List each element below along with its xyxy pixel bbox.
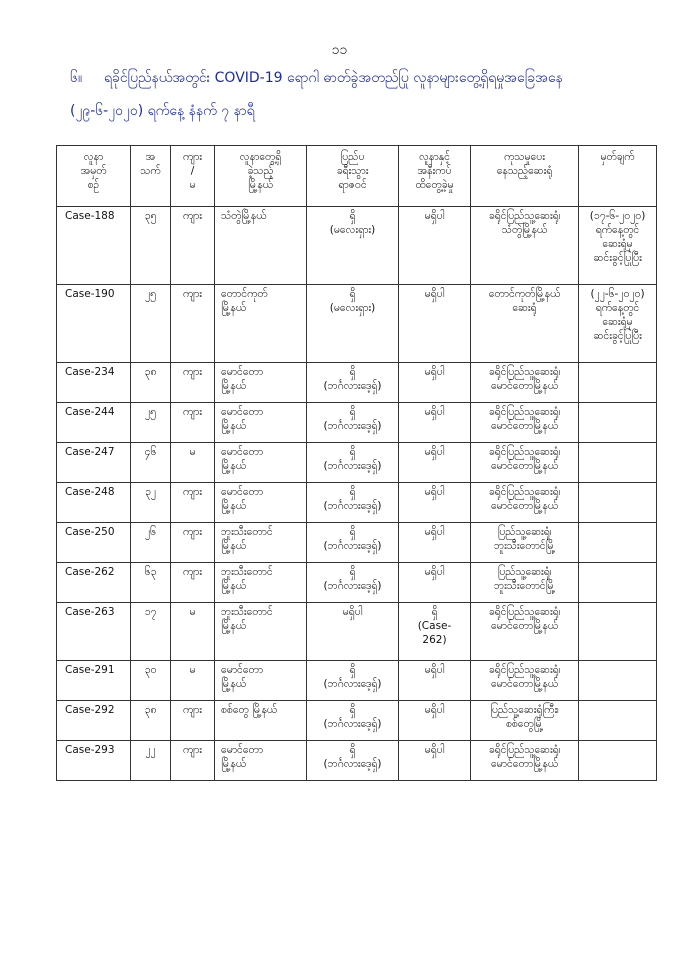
hospital-cell-text: ခရိုင်ပြည်သူ့ဆေးရုံ၊ မောင်တောမြို့နယ်	[488, 486, 561, 512]
age-cell	[131, 701, 171, 741]
contact-cell-text: မရှိပါ	[424, 566, 445, 578]
travel-history-cell	[307, 563, 399, 603]
hospital-cell	[471, 363, 579, 403]
township-cell-text: တောင်ကုတ် မြို့နယ်	[221, 288, 268, 314]
age-cell-text: ၂၅	[144, 406, 157, 418]
case-number-cell	[57, 563, 131, 603]
age-cell-text: ၄၆	[144, 446, 157, 458]
case-number-cell	[57, 661, 131, 701]
sex-cell	[171, 443, 215, 483]
age-cell	[131, 741, 171, 781]
case-number-cell	[57, 285, 131, 363]
sex-cell-text: ကျား	[183, 486, 202, 498]
hospital-cell-text: ခရိုင်ပြည်သူ့ဆေးရုံ၊ မောင်တောမြို့နယ်	[488, 664, 561, 690]
travel-history-cell-text: ရှိ (မလေးရှား)	[329, 210, 376, 236]
age-cell	[131, 523, 171, 563]
contact-cell-text: မရှိပါ	[424, 210, 445, 222]
age-cell-text: ၂၅	[144, 288, 157, 300]
heading-title: ရခိုင်ပြည်နယ်အတွင်း COVID-19 ရောဂါ ဓာတ်ခွဲအတည်ပြု လူနာများတွေ့ရှိရမှုအခြေအနေ	[104, 70, 563, 86]
township-cell	[215, 443, 307, 483]
remark-cell-text: (၁၇-၆-၂၀၂၀) ရက်နေ့တွင် ဆေးရုံမှ ဆင်းခွင့်ပြုပြီး	[589, 210, 646, 264]
contact-cell	[399, 523, 471, 563]
township-cell	[215, 285, 307, 363]
sex-cell-text: မ	[189, 664, 196, 676]
table-header-row	[57, 146, 657, 207]
header-label: လူနာ အမှတ် စဉ်	[80, 151, 107, 191]
contact-cell	[399, 403, 471, 443]
contact-cell-text: ရှိ (Case- 262)	[417, 606, 452, 646]
township-cell	[215, 741, 307, 781]
township-cell	[215, 207, 307, 285]
township-cell-text: မောင်တော မြို့နယ်	[221, 366, 264, 392]
travel-history-cell	[307, 661, 399, 701]
case-number-cell	[57, 603, 131, 661]
contact-cell-text: မရှိပါ	[424, 288, 445, 300]
contact-cell	[399, 701, 471, 741]
remark-cell	[579, 523, 657, 563]
case-number-cell	[57, 403, 131, 443]
sex-cell-text: မ	[189, 446, 196, 458]
remark-cell	[579, 285, 657, 363]
sex-cell-text: ကျား	[183, 210, 202, 222]
travel-history-cell-text: ရှိ (ဘင်္ဂလားဒေ့ရှ်)	[323, 664, 382, 690]
header-label: လူနာနှင့် အနီးကပ် ထိတွေ့ခဲ့မှု	[415, 151, 454, 191]
covid-cases-table	[56, 145, 657, 781]
table-row	[57, 443, 657, 483]
case-number-cell-text: Case-190	[65, 288, 115, 300]
remark-cell	[579, 563, 657, 603]
case-number-cell-text: Case-263	[65, 606, 115, 618]
remark-cell-text: (၂၂-၆-၂၀၂၀) ရက်နေ့တွင် ဆေးရုံမှ ဆင်းခွင့်ပြုပြီး	[590, 288, 645, 342]
remark-cell	[579, 207, 657, 285]
township-cell	[215, 403, 307, 443]
table-row	[57, 603, 657, 661]
hospital-cell	[471, 661, 579, 701]
contact-cell-text: မရှိပါ	[424, 486, 445, 498]
travel-history-cell	[307, 443, 399, 483]
sex-cell	[171, 741, 215, 781]
hospital-cell	[471, 443, 579, 483]
case-number-cell	[57, 483, 131, 523]
hospital-cell-text: ပြည်သူ့ဆေးရုံကြီး၊ စစ်တွေမြို့	[490, 704, 559, 730]
age-cell	[131, 285, 171, 363]
report-date-line: (၂၉-၆-၂၀၂၀) ရက်နေ့ နံနက် ၇ နာရီ	[70, 103, 255, 119]
remark-cell	[579, 443, 657, 483]
hospital-cell-text: ခရိုင်ပြည်သူ့ဆေးရုံ၊ မောင်တောမြို့နယ်	[488, 366, 561, 392]
age-cell-text: ၃၈	[144, 366, 157, 378]
case-number-cell	[57, 363, 131, 403]
travel-history-cell	[307, 403, 399, 443]
hospital-cell	[471, 523, 579, 563]
remark-cell	[579, 741, 657, 781]
case-number-cell	[57, 741, 131, 781]
case-number-cell-text: Case-234	[65, 366, 115, 378]
hospital-cell	[471, 603, 579, 661]
header-contact	[399, 146, 471, 207]
hospital-cell	[471, 207, 579, 285]
travel-history-cell	[307, 523, 399, 563]
travel-history-cell-text: မရှိပါ	[342, 606, 363, 618]
header-hospital	[471, 146, 579, 207]
remark-cell	[579, 363, 657, 403]
sex-cell	[171, 403, 215, 443]
sex-cell-text: ကျား	[183, 406, 202, 418]
travel-history-cell	[307, 483, 399, 523]
township-cell-text: ဘူးသီးတောင် မြို့နယ်	[221, 606, 273, 632]
hospital-cell	[471, 563, 579, 603]
age-cell	[131, 483, 171, 523]
case-number-cell-text: Case-262	[65, 566, 115, 578]
age-cell-text: ၃၅	[144, 210, 157, 222]
sex-cell-text: ကျား	[183, 744, 202, 756]
age-cell-text: ၂၆	[144, 526, 157, 538]
age-cell	[131, 363, 171, 403]
travel-history-cell-text: ရှိ (ဘင်္ဂလားဒေ့ရှ်)	[323, 704, 382, 730]
contact-cell	[399, 603, 471, 661]
township-cell	[215, 363, 307, 403]
contact-cell-text: မရှိပါ	[424, 664, 445, 676]
age-cell	[131, 207, 171, 285]
contact-cell-text: မရှိပါ	[424, 744, 445, 756]
hospital-cell	[471, 483, 579, 523]
report-heading	[70, 68, 660, 88]
contact-cell-text: မရှိပါ	[424, 526, 445, 538]
sex-cell	[171, 563, 215, 603]
table-row	[57, 207, 657, 285]
township-cell-text: မောင်တော မြို့နယ်	[221, 486, 264, 512]
table-row	[57, 661, 657, 701]
header-age	[131, 146, 171, 207]
header-label: မှတ်ချက်	[600, 151, 635, 163]
case-number-cell	[57, 701, 131, 741]
township-cell	[215, 603, 307, 661]
table-row	[57, 701, 657, 741]
travel-history-cell	[307, 701, 399, 741]
header-label: ကုသမှုပေး နေသည့်ဆေးရုံ	[496, 151, 553, 177]
remark-cell	[579, 603, 657, 661]
remark-cell	[579, 701, 657, 741]
travel-history-cell	[307, 363, 399, 403]
travel-history-cell-text: ရှိ (ဘင်္ဂလားဒေ့ရှ်)	[323, 526, 382, 552]
sex-cell-text: မ	[189, 606, 196, 618]
age-cell-text: ၃၈	[144, 704, 157, 716]
township-cell	[215, 523, 307, 563]
township-cell	[215, 563, 307, 603]
sex-cell	[171, 603, 215, 661]
table-row	[57, 403, 657, 443]
age-cell	[131, 661, 171, 701]
hospital-cell-text: ပြည်သူ့ဆေးရုံ၊ ဘူးသီးတောင်မြို့	[493, 566, 556, 592]
header-label: ကျား / မ	[183, 151, 202, 191]
sex-cell	[171, 523, 215, 563]
township-cell-text: စစ်တွေ မြို့နယ်	[221, 704, 278, 716]
hospital-cell	[471, 701, 579, 741]
hospital-cell-text: ခရိုင်ပြည်သူ့ဆေးရုံ၊ မောင်တောမြို့နယ်	[488, 606, 561, 632]
hospital-cell-text: ခရိုင်ပြည်သူ့ဆေးရုံ၊ မောင်တောမြို့နယ်	[488, 406, 561, 432]
age-cell-text: ၁၇	[144, 606, 157, 618]
travel-history-cell-text: ရှိ (ဘင်္ဂလားဒေ့ရှ်)	[323, 486, 382, 512]
contact-cell-text: မရှိပါ	[424, 366, 445, 378]
age-cell	[131, 603, 171, 661]
table-row	[57, 523, 657, 563]
hospital-cell-text: ပြည်သူ့ဆေးရုံ၊ ဘူးသီးတောင်မြို့	[493, 526, 556, 552]
contact-cell	[399, 483, 471, 523]
contact-cell	[399, 741, 471, 781]
township-cell-text: မောင်တော မြို့နယ်	[221, 744, 264, 770]
travel-history-cell-text: ရှိ (မလေးရှား)	[329, 288, 376, 314]
travel-history-cell-text: ရှိ (ဘင်္ဂလားဒေ့ရှ်)	[323, 366, 382, 392]
township-cell-text: ဘူးသီးတောင် မြို့နယ်	[221, 566, 273, 592]
contact-cell-text: မရှိပါ	[424, 704, 445, 716]
header-case-no	[57, 146, 131, 207]
travel-history-cell-text: ရှိ (ဘင်္ဂလားဒေ့ရှ်)	[323, 446, 382, 472]
age-cell	[131, 443, 171, 483]
hospital-cell-text: ခရိုင်ပြည်သူ့ဆေးရုံ၊ မောင်တောမြို့နယ်	[488, 446, 561, 472]
sex-cell-text: ကျား	[183, 526, 202, 538]
township-cell-text: ဘူးသီးတောင် မြို့နယ်	[221, 526, 273, 552]
header-sex	[171, 146, 215, 207]
remark-cell	[579, 403, 657, 443]
case-number-cell	[57, 443, 131, 483]
contact-cell	[399, 363, 471, 403]
contact-cell-text: မရှိပါ	[424, 446, 445, 458]
hospital-cell-text: ခရိုင်ပြည်သူ့ဆေးရုံ၊ သံတွဲမြို့နယ်	[488, 210, 561, 236]
travel-history-cell-text: ရှိ (ဘင်္ဂလားဒေ့ရှ်)	[323, 566, 382, 592]
age-cell-text: ၆၃	[144, 566, 157, 578]
sex-cell	[171, 661, 215, 701]
township-cell-text: မောင်တော မြို့နယ်	[221, 406, 264, 432]
page-number: ၁၁	[331, 42, 348, 58]
sex-cell	[171, 483, 215, 523]
travel-history-cell	[307, 207, 399, 285]
contact-cell	[399, 443, 471, 483]
table-row	[57, 285, 657, 363]
age-cell-text: ၂၂	[145, 744, 156, 756]
case-number-cell-text: Case-244	[65, 406, 115, 418]
remark-cell	[579, 483, 657, 523]
section-number: ၆။	[70, 70, 83, 86]
header-remark	[579, 146, 657, 207]
table-body	[57, 207, 657, 781]
contact-cell-text: မရှိပါ	[424, 406, 445, 418]
township-cell-text: မောင်တော မြို့နယ်	[221, 664, 264, 690]
age-cell-text: ၃၂	[144, 486, 157, 498]
township-cell	[215, 661, 307, 701]
hospital-cell-text: တောင်ကုတ်မြို့နယ် ဆေးရုံ	[488, 288, 561, 314]
age-cell	[131, 403, 171, 443]
township-cell-text: မောင်တော မြို့နယ်	[221, 446, 264, 472]
header-label: အ သက်	[140, 151, 161, 177]
age-cell-text: ၃၀	[144, 664, 157, 676]
header-label: လူနာတွေ့ရှိ ခဲ့သည့် မြို့နယ်	[239, 151, 282, 191]
case-number-cell	[57, 523, 131, 563]
contact-cell	[399, 285, 471, 363]
sex-cell-text: ကျား	[183, 366, 202, 378]
sex-cell	[171, 363, 215, 403]
case-number-cell-text: Case-292	[65, 704, 115, 716]
hospital-cell	[471, 741, 579, 781]
table-row	[57, 741, 657, 781]
hospital-cell	[471, 403, 579, 443]
travel-history-cell	[307, 603, 399, 661]
header-township	[215, 146, 307, 207]
case-number-cell-text: Case-293	[65, 744, 115, 756]
table-row	[57, 563, 657, 603]
hospital-cell-text: ခရိုင်ပြည်သူ့ဆေးရုံ၊ မောင်တောမြို့နယ်	[488, 744, 561, 770]
sex-cell-text: ကျား	[183, 704, 202, 716]
township-cell	[215, 483, 307, 523]
township-cell-text: သံတွဲမြို့နယ်	[221, 210, 267, 222]
case-number-cell	[57, 207, 131, 285]
case-number-cell-text: Case-247	[65, 446, 115, 458]
table-row	[57, 363, 657, 403]
township-cell	[215, 701, 307, 741]
table-row	[57, 483, 657, 523]
remark-cell	[579, 661, 657, 701]
contact-cell	[399, 563, 471, 603]
sex-cell	[171, 285, 215, 363]
sex-cell	[171, 207, 215, 285]
travel-history-cell	[307, 741, 399, 781]
case-number-cell-text: Case-248	[65, 486, 115, 498]
case-number-cell-text: Case-188	[65, 210, 115, 222]
travel-history-cell-text: ရှိ (ဘင်္ဂလားဒေ့ရှ်)	[323, 744, 382, 770]
travel-history-cell	[307, 285, 399, 363]
contact-cell	[399, 207, 471, 285]
hospital-cell	[471, 285, 579, 363]
sex-cell	[171, 701, 215, 741]
sex-cell-text: ကျား	[183, 566, 202, 578]
contact-cell	[399, 661, 471, 701]
travel-history-cell-text: ရှိ (ဘင်္ဂလားဒေ့ရှ်)	[323, 406, 382, 432]
age-cell	[131, 563, 171, 603]
header-label: ပြည်ပ ခရီးသွား ရာဇဝင်	[336, 151, 369, 191]
sex-cell-text: ကျား	[183, 288, 202, 300]
case-number-cell-text: Case-291	[65, 664, 115, 676]
header-travel-history	[307, 146, 399, 207]
case-number-cell-text: Case-250	[65, 526, 115, 538]
